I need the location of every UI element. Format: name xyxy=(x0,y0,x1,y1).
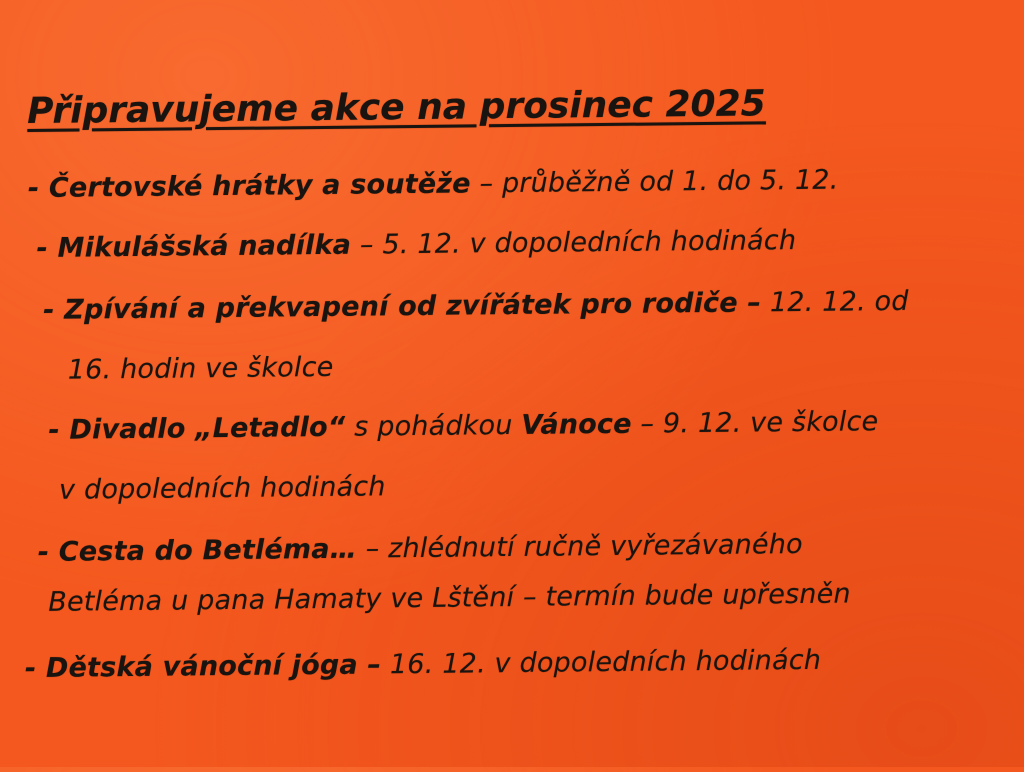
event-continuation: v dopoledních hodinách xyxy=(58,471,386,506)
event-text: s pohádkou xyxy=(345,409,522,443)
event-item xyxy=(38,529,803,568)
event-name: - Cesta do Betléma… xyxy=(37,533,358,568)
event-date: 16. 12. v dopoledních hodinách xyxy=(380,644,822,681)
event-name: - Dětská vánoční jóga – xyxy=(24,649,382,685)
event-date: 12. 12. od xyxy=(760,285,909,319)
event-date: – 9. 12. ve školce xyxy=(631,406,879,440)
event-item xyxy=(28,165,839,204)
event-item xyxy=(25,645,821,684)
event-name: - Divadlo „Letadlo“ xyxy=(48,411,346,446)
event-continuation: 16. hodin ve školce xyxy=(67,351,334,386)
event-name: - Mikulášská nadílka xyxy=(36,229,352,264)
event-item xyxy=(36,225,796,264)
notice-title: Připravujeme akce na prosinec 2025 xyxy=(26,83,766,133)
event-date: – zhlédnutí ručně vyřezávaného xyxy=(356,528,803,565)
event-name: - Čertovské hrátky a soutěže xyxy=(27,168,471,205)
event-continuation: Betléma u pana Hamaty ve Lštění – termín bude upřesněn xyxy=(48,578,851,618)
event-show-name: Vánoce xyxy=(521,408,632,441)
event-item xyxy=(48,406,878,446)
event-name: - Zpívání a překvapení od zvířátek pro rodiče – xyxy=(43,287,762,326)
event-date: – 5. 12. v dopoledních hodinách xyxy=(350,225,797,261)
event-date: – průběžně od 1. do 5. 12. xyxy=(470,164,839,200)
event-item xyxy=(43,286,909,326)
